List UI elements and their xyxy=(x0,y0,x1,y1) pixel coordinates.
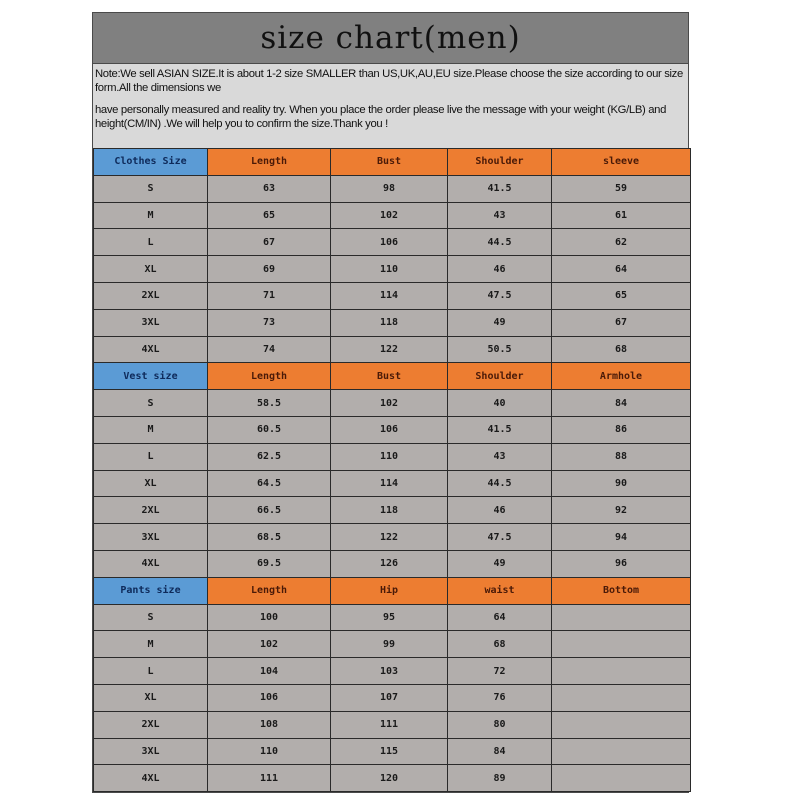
measurement-cell: 110 xyxy=(331,443,448,470)
clothes-size-header: Clothes Size xyxy=(94,149,208,176)
size-label-cell: 3XL xyxy=(94,738,208,765)
measurement-cell: 72 xyxy=(448,658,552,685)
column-header: Shoulder xyxy=(448,363,552,390)
measurement-cell: 114 xyxy=(331,282,448,309)
measurement-cell: 104 xyxy=(208,658,331,685)
size-label-cell: 2XL xyxy=(94,711,208,738)
measurement-cell: 74 xyxy=(208,336,331,363)
measurement-cell: 65 xyxy=(208,202,331,229)
table-row xyxy=(94,524,691,551)
table-row xyxy=(94,711,691,738)
measurement-cell: 103 xyxy=(331,658,448,685)
size-chart-sheet xyxy=(92,12,689,793)
measurement-cell: 106 xyxy=(331,416,448,443)
column-header: Bottom xyxy=(552,577,691,604)
table-row xyxy=(94,229,691,256)
measurement-cell: 65 xyxy=(552,282,691,309)
measurement-cell: 122 xyxy=(331,336,448,363)
table-row xyxy=(94,175,691,202)
table-row xyxy=(94,309,691,336)
measurement-cell: 107 xyxy=(331,684,448,711)
table-row xyxy=(94,202,691,229)
measurement-cell: 73 xyxy=(208,309,331,336)
measurement-cell: 66.5 xyxy=(208,497,331,524)
measurement-cell: 67 xyxy=(552,309,691,336)
table-row xyxy=(94,604,691,631)
table-row xyxy=(94,684,691,711)
measurement-cell: 111 xyxy=(331,711,448,738)
table-row xyxy=(94,256,691,283)
measurement-cell: 122 xyxy=(331,524,448,551)
page-title: size chart(men) xyxy=(93,13,688,64)
measurement-cell: 115 xyxy=(331,738,448,765)
size-label-cell: 3XL xyxy=(94,309,208,336)
measurement-cell: 64.5 xyxy=(208,470,331,497)
measurement-cell: 80 xyxy=(448,711,552,738)
vest-size-header: Vest size xyxy=(94,363,208,390)
measurement-cell: 88 xyxy=(552,443,691,470)
column-header: waist xyxy=(448,577,552,604)
measurement-cell: 69.5 xyxy=(208,550,331,577)
column-header: Bust xyxy=(331,363,448,390)
size-label-cell: 4XL xyxy=(94,765,208,792)
note-line-2: have personally measured and reality try. When you place the order please live the message with your weight (KG/LB) and height(CM/IN) .We will help you to confirm the size.Thank you ! xyxy=(95,104,667,130)
size-label-cell: L xyxy=(94,229,208,256)
note-line-1: Note:We sell ASIAN SIZE.It is about 1-2 size SMALLER than US,UK,AU,EU size.Please choose the size according to our size form.All the dimensions we xyxy=(95,68,683,94)
measurement-cell: 64 xyxy=(448,604,552,631)
size-label-cell: S xyxy=(94,604,208,631)
measurement-cell: 62.5 xyxy=(208,443,331,470)
measurement-cell: 50.5 xyxy=(448,336,552,363)
table-row xyxy=(94,416,691,443)
measurement-cell: 47.5 xyxy=(448,282,552,309)
column-header: Armhole xyxy=(552,363,691,390)
measurement-cell: 41.5 xyxy=(448,416,552,443)
measurement-cell: 86 xyxy=(552,416,691,443)
size-label-cell: S xyxy=(94,390,208,417)
column-header: Length xyxy=(208,149,331,176)
table-row xyxy=(94,631,691,658)
measurement-cell: 95 xyxy=(331,604,448,631)
measurement-cell: 64 xyxy=(552,256,691,283)
measurement-cell: 60.5 xyxy=(208,416,331,443)
measurement-cell: 58.5 xyxy=(208,390,331,417)
measurement-cell: 44.5 xyxy=(448,229,552,256)
measurement-cell: 44.5 xyxy=(448,470,552,497)
measurement-cell: 114 xyxy=(331,470,448,497)
measurement-cell: 84 xyxy=(448,738,552,765)
measurement-cell: 71 xyxy=(208,282,331,309)
measurement-cell: 102 xyxy=(331,390,448,417)
table-row xyxy=(94,658,691,685)
size-label-cell: 2XL xyxy=(94,282,208,309)
measurement-cell: 46 xyxy=(448,497,552,524)
measurement-cell: 47.5 xyxy=(448,524,552,551)
measurement-cell: 68.5 xyxy=(208,524,331,551)
measurement-cell xyxy=(552,711,691,738)
column-header: Bust xyxy=(331,149,448,176)
table-row xyxy=(94,765,691,792)
measurement-cell: 110 xyxy=(208,738,331,765)
size-label-cell: L xyxy=(94,443,208,470)
measurement-cell: 126 xyxy=(331,550,448,577)
measurement-cell: 40 xyxy=(448,390,552,417)
measurement-cell: 110 xyxy=(331,256,448,283)
column-header: Length xyxy=(208,577,331,604)
measurement-cell: 111 xyxy=(208,765,331,792)
measurement-cell: 68 xyxy=(552,336,691,363)
measurement-cell: 49 xyxy=(448,309,552,336)
table-row xyxy=(94,550,691,577)
pants-header-row xyxy=(94,577,691,604)
measurement-cell: 67 xyxy=(208,229,331,256)
measurement-cell: 68 xyxy=(448,631,552,658)
measurement-cell: 92 xyxy=(552,497,691,524)
measurement-cell: 120 xyxy=(331,765,448,792)
size-label-cell: XL xyxy=(94,684,208,711)
vest-header-row xyxy=(94,363,691,390)
table-row xyxy=(94,336,691,363)
measurement-cell: 102 xyxy=(331,202,448,229)
measurement-cell: 49 xyxy=(448,550,552,577)
measurement-cell xyxy=(552,604,691,631)
measurement-cell: 46 xyxy=(448,256,552,283)
size-label-cell: M xyxy=(94,631,208,658)
measurement-cell: 89 xyxy=(448,765,552,792)
table-row xyxy=(94,470,691,497)
column-header: sleeve xyxy=(552,149,691,176)
measurement-cell: 43 xyxy=(448,202,552,229)
size-label-cell: M xyxy=(94,202,208,229)
size-label-cell: XL xyxy=(94,256,208,283)
size-note xyxy=(93,64,688,148)
measurement-cell: 43 xyxy=(448,443,552,470)
measurement-cell: 94 xyxy=(552,524,691,551)
measurement-cell: 41.5 xyxy=(448,175,552,202)
table-row xyxy=(94,497,691,524)
size-table xyxy=(93,148,691,792)
size-label-cell: 4XL xyxy=(94,550,208,577)
measurement-cell: 61 xyxy=(552,202,691,229)
size-label-cell: 3XL xyxy=(94,524,208,551)
measurement-cell xyxy=(552,631,691,658)
column-header: Length xyxy=(208,363,331,390)
measurement-cell: 69 xyxy=(208,256,331,283)
measurement-cell: 76 xyxy=(448,684,552,711)
table-row xyxy=(94,443,691,470)
column-header: Hip xyxy=(331,577,448,604)
table-row xyxy=(94,390,691,417)
measurement-cell: 100 xyxy=(208,604,331,631)
column-header: Shoulder xyxy=(448,149,552,176)
measurement-cell: 62 xyxy=(552,229,691,256)
measurement-cell: 118 xyxy=(331,497,448,524)
measurement-cell: 84 xyxy=(552,390,691,417)
measurement-cell: 90 xyxy=(552,470,691,497)
measurement-cell: 118 xyxy=(331,309,448,336)
measurement-cell xyxy=(552,738,691,765)
measurement-cell: 108 xyxy=(208,711,331,738)
measurement-cell xyxy=(552,765,691,792)
measurement-cell: 106 xyxy=(331,229,448,256)
size-label-cell: S xyxy=(94,175,208,202)
measurement-cell: 98 xyxy=(331,175,448,202)
pants-size-header: Pants size xyxy=(94,577,208,604)
measurement-cell: 59 xyxy=(552,175,691,202)
clothes-header-row xyxy=(94,149,691,176)
size-label-cell: M xyxy=(94,416,208,443)
table-row xyxy=(94,738,691,765)
size-label-cell: 4XL xyxy=(94,336,208,363)
table-row xyxy=(94,282,691,309)
measurement-cell: 96 xyxy=(552,550,691,577)
measurement-cell: 63 xyxy=(208,175,331,202)
measurement-cell: 106 xyxy=(208,684,331,711)
measurement-cell: 102 xyxy=(208,631,331,658)
measurement-cell xyxy=(552,684,691,711)
measurement-cell xyxy=(552,658,691,685)
size-label-cell: L xyxy=(94,658,208,685)
size-label-cell: 2XL xyxy=(94,497,208,524)
measurement-cell: 99 xyxy=(331,631,448,658)
size-label-cell: XL xyxy=(94,470,208,497)
